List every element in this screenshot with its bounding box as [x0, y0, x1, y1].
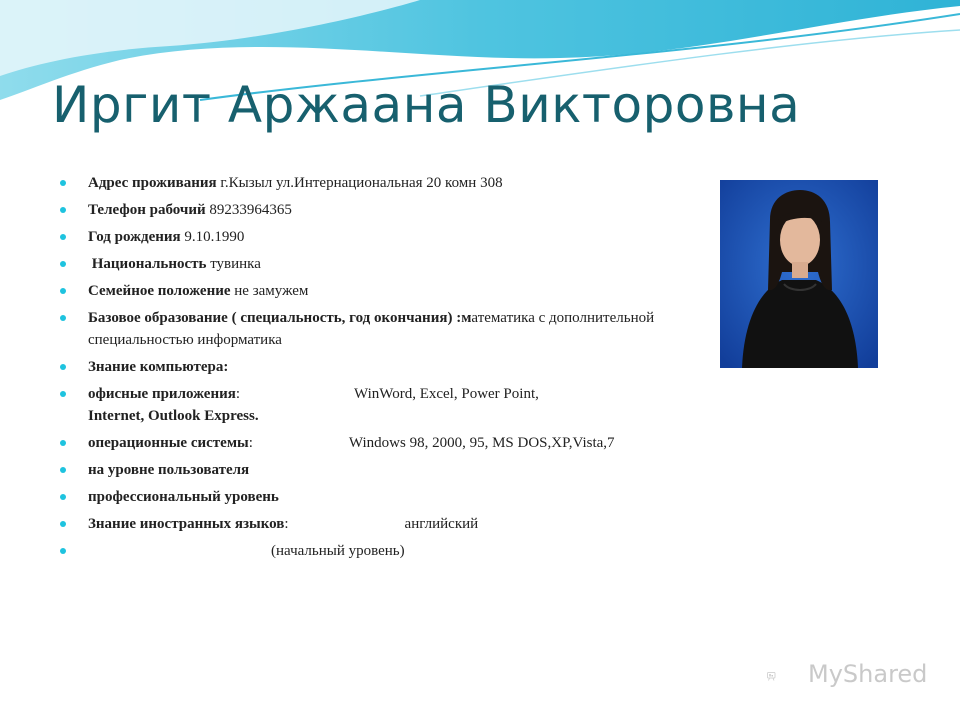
list-item-languages: [60, 513, 665, 535]
list-item-phone: [60, 199, 665, 221]
bullet-icon: [60, 440, 66, 446]
item-value: 89233964365: [205, 202, 292, 218]
list-item-computer-skills: [60, 356, 665, 378]
list-item-operating-systems: [60, 432, 665, 454]
item-label: офисные приложения: [88, 386, 236, 402]
list-item-nationality: [60, 253, 665, 275]
item-extra: английский: [404, 516, 479, 532]
bullet-icon: [60, 548, 66, 554]
bullet-icon: [60, 391, 66, 397]
item-label: профессиональный уровень: [88, 489, 279, 505]
item-value: :: [284, 516, 289, 532]
list-item-education: [60, 307, 665, 351]
item-extra: Windows 98, 2000, 95, MS DOS,XP,Vista,7: [348, 435, 615, 451]
bullet-icon: [60, 364, 66, 370]
list-item-office-apps: [60, 383, 665, 427]
presentation-icon: [767, 656, 807, 696]
item-label: на уровне пользователя: [88, 462, 250, 478]
portrait-photo: [720, 180, 878, 368]
item-label: Семейное положение: [88, 283, 231, 299]
item-label: Телефон рабочий: [88, 202, 206, 218]
item-label: Год рождения: [88, 229, 181, 245]
item-value: тувинка: [206, 256, 261, 272]
list-item-language-level: [60, 540, 665, 562]
bullet-icon: [60, 234, 66, 240]
watermark-logo: MyShared: [808, 660, 928, 688]
list-item-address: [60, 172, 665, 194]
item-value: (начальный уровень): [271, 543, 405, 559]
item-label: Базовое образование ( специальность, год окончания) :м: [88, 310, 472, 326]
item-value: г.Кызыл ул.Интернациональная 20 комн 308: [216, 175, 503, 191]
bullet-icon: [60, 288, 66, 294]
item-value: атематика с дополнительной специальностью информатика: [88, 310, 655, 348]
bullet-icon: [60, 521, 66, 527]
list-item-user-level: [60, 459, 665, 481]
bullet-icon: [60, 261, 66, 267]
list-item-professional-level: [60, 486, 665, 508]
item-label: операционные системы: [88, 435, 249, 451]
list-item-birth-year: [60, 226, 665, 248]
bullet-icon: [60, 467, 66, 473]
item-value: 9.10.1990: [180, 229, 245, 245]
item-value: :: [248, 435, 253, 451]
bullet-icon: [60, 207, 66, 213]
item-label: Знание иностранных языков: [88, 516, 285, 532]
item-extra: WinWord, Excel, Power Point,: [354, 386, 539, 402]
item-label: Адрес проживания: [88, 175, 217, 191]
bullet-icon: [60, 180, 66, 186]
item-extra-bold: Internet, Outlook Express.: [88, 408, 259, 424]
page-title: Иргит Аржаана Викторовна: [52, 76, 801, 134]
item-label: Знание компьютера:: [88, 359, 229, 375]
item-value: :: [235, 386, 241, 402]
info-list: [60, 172, 665, 567]
list-item-marital-status: [60, 280, 665, 302]
bullet-icon: [60, 315, 66, 321]
item-label: Национальность: [88, 256, 207, 272]
bullet-icon: [60, 494, 66, 500]
item-value: не замужем: [230, 283, 309, 299]
